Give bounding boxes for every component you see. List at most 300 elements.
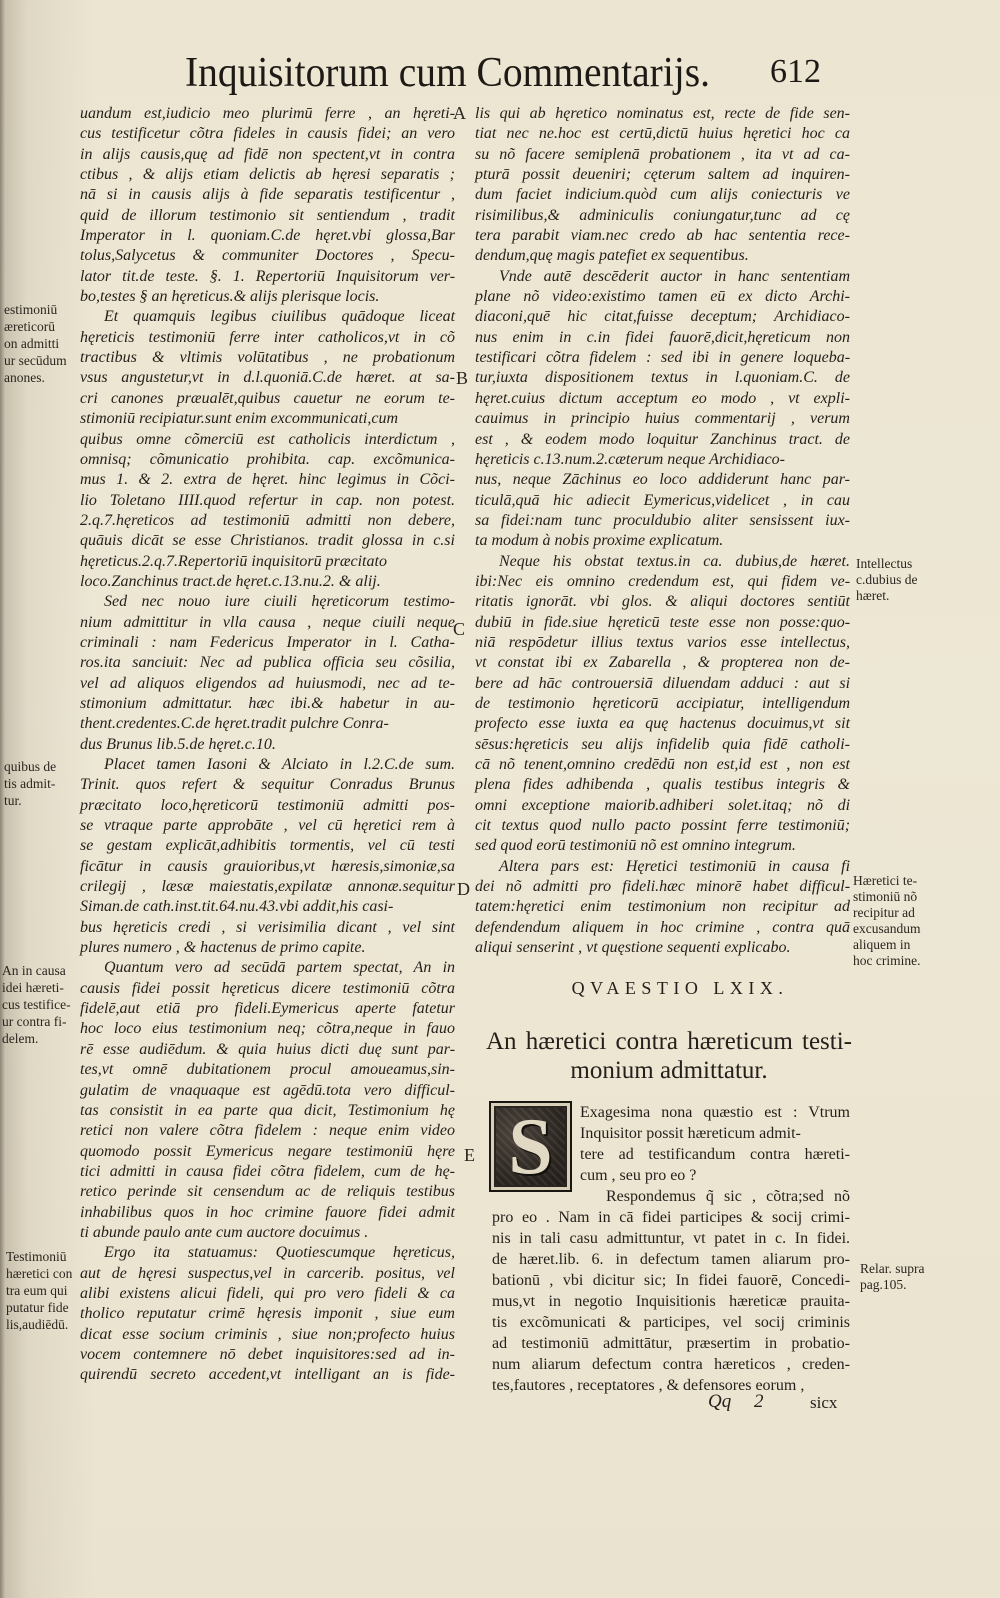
text-line bbox=[80, 1121, 455, 1141]
line-text: plane nõ video:existimo tamen eū ex dicto Archi- bbox=[475, 288, 850, 306]
line-text: quāuis dicāt se esse Christianos. tradit glossa in c.si bbox=[80, 532, 455, 550]
line-text: mus 1. & 2. extra de hęret. hinc legimus in Cõci- bbox=[80, 471, 455, 489]
line-text: Imperator in l. quoniam.C.de hęret.vbi glossa,Bar bbox=[80, 227, 455, 245]
note-text: delem. bbox=[2, 1031, 39, 1046]
note-text: ur contra fi- bbox=[2, 1014, 67, 1029]
text-line bbox=[80, 368, 455, 388]
line-text: plures numero , & hactenus de primo capite. bbox=[80, 939, 366, 957]
text-line bbox=[80, 714, 455, 734]
line-text: 2.q.7.hęreticos ad testimoniū admitti non debere, bbox=[80, 511, 455, 529]
text-line bbox=[80, 572, 455, 592]
line-text: quirendū secreto accedent,vt intelligant an is fide- bbox=[80, 1366, 456, 1384]
text-line bbox=[80, 470, 455, 490]
line-text: in alijs causis,quę ad fidē non spectent,vt in contra bbox=[80, 145, 455, 163]
line-text: ctibus , & alijs etiam delictis ab hęresi separatis ; bbox=[80, 166, 456, 184]
text-line bbox=[80, 1019, 455, 1039]
text-line bbox=[475, 226, 850, 246]
line-text: præcitato loco,hęreticorū testimoniū admitti pos- bbox=[80, 796, 456, 814]
paragraph bbox=[80, 958, 455, 1243]
note-line bbox=[6, 1265, 86, 1282]
question-body bbox=[492, 1102, 850, 1396]
line-text: lis qui ab hęretico nominatus est, recte de fide sen- bbox=[475, 105, 851, 122]
text-line bbox=[492, 1249, 850, 1270]
note-text: hoc crimine. bbox=[853, 953, 921, 968]
note-line bbox=[856, 588, 994, 604]
line-text: Neque his obstat textus.in ca. dubius,de hæret. bbox=[499, 552, 850, 570]
note-line bbox=[6, 1299, 86, 1316]
line-text: Quantum vero ad secūdā partem spectat, An in bbox=[104, 959, 456, 977]
paragraph bbox=[475, 857, 850, 959]
text-line bbox=[80, 328, 455, 348]
line-text: nis in tali casu admittuntur, vt patet in c. In fidei. bbox=[492, 1230, 851, 1247]
line-text: pro eo . Nam in cā fidei participes & socij crimi- bbox=[492, 1209, 850, 1226]
line-text: hęreticis c.13.num.2.cæterum neque Archidiaco- bbox=[475, 450, 785, 468]
note-line bbox=[853, 873, 991, 889]
text-line bbox=[475, 572, 850, 592]
line-text: thent.credentes.C.de hęret.tradit pulchre Conra- bbox=[80, 715, 389, 733]
line-text: Altera pars est: Hęretici testimoniū in causa fi bbox=[499, 857, 851, 875]
note-line bbox=[4, 318, 84, 335]
line-text: sa fidei:nam tunc proculdubio aliter sensissent iux- bbox=[475, 511, 850, 529]
line-text: tis excõmunicati & participes, vel socij criminis bbox=[492, 1314, 850, 1331]
line-text: criminali : nam Federicus Imperator in l. Catha- bbox=[80, 633, 455, 651]
text-line bbox=[80, 1162, 455, 1182]
note-text: hæretici con bbox=[6, 1266, 73, 1281]
text-line bbox=[475, 775, 850, 795]
text-line bbox=[80, 124, 455, 144]
line-text: crilegij , læsæ maiestatis,expilatæ annonæ.sequitur bbox=[80, 878, 456, 896]
text-line bbox=[475, 613, 850, 633]
line-text: se gestam explicāt,adhibitis tormentis, vel cū testi bbox=[80, 837, 455, 855]
text-line bbox=[475, 267, 850, 287]
line-text: hoc loco eius testimonium neq; cõtra,neque in fauo bbox=[80, 1020, 455, 1038]
text-line bbox=[492, 1123, 850, 1144]
text-line bbox=[475, 918, 850, 938]
text-line bbox=[80, 979, 455, 999]
line-text: hęreticus.2.q.7.Repertoriū inquisitorū præcitato bbox=[80, 552, 387, 570]
question-title-line bbox=[486, 1027, 852, 1056]
text-line bbox=[80, 145, 455, 165]
text-line bbox=[492, 1333, 850, 1354]
line-text: tere ad testificandum contra hæreti- bbox=[580, 1146, 850, 1163]
text-line bbox=[492, 1144, 850, 1165]
line-text: est , & eodem modo loquitur Zanchinus tract. de bbox=[475, 430, 851, 448]
line-text: de testimonio hęreticorū accipiatur, intelligendum bbox=[475, 694, 850, 712]
note-text: ur secūdum bbox=[4, 353, 67, 368]
line-text: tes,vt omnē dubitationem procul amoueamus,sin- bbox=[80, 1061, 455, 1079]
text-line bbox=[80, 1040, 455, 1060]
note-text: tra eum qui bbox=[6, 1283, 68, 1298]
line-text: nā si in causis alijs à fide separatis testificentur , bbox=[80, 186, 455, 204]
continued-paragraph bbox=[475, 104, 850, 267]
question-title bbox=[486, 1027, 852, 1085]
note-line bbox=[4, 775, 84, 792]
line-text: aut de hęresi suspectus,vel in carcerib. positus, vel bbox=[80, 1264, 455, 1282]
line-text: quibus omne cõmerciū est catholicis interdictum , bbox=[80, 430, 456, 448]
line-text: testificari cõtra fidelem : sed ibi in genere loqueba- bbox=[475, 349, 851, 367]
line-text: tici admitti in causa fidei cõtra fidelem, cum de hę- bbox=[80, 1162, 456, 1180]
line-text: niā respōdetur illius textus varios esse intellectus, bbox=[475, 633, 851, 651]
margin-note bbox=[856, 556, 994, 604]
text-line bbox=[475, 796, 850, 816]
text-line bbox=[475, 897, 850, 917]
line-text: cri canones præualēt,quibus cauetur ne eorum te- bbox=[80, 389, 455, 407]
note-line bbox=[2, 979, 82, 996]
text-line bbox=[492, 1102, 850, 1123]
note-text: anones. bbox=[4, 370, 45, 385]
text-line bbox=[80, 897, 455, 917]
line-text: hęret.cuius dictum acceptum eo modo , vt expli- bbox=[475, 389, 850, 407]
text-line bbox=[475, 104, 850, 124]
text-line bbox=[475, 755, 850, 775]
line-text: vocem contemnere nō debet inquisitores:sed ad in- bbox=[80, 1345, 455, 1363]
line-text: omnisq; cõmunicatio prohibita. cap. excõmunica- bbox=[80, 450, 456, 468]
line-text: causis fidei possit hęreticus dicere testimoniū cõtra bbox=[80, 979, 455, 997]
text-line bbox=[80, 348, 455, 368]
line-text: lio Toletano IIII.quod refertur in cap. non potest. bbox=[80, 491, 456, 509]
line-text: Et quamquis legibus ciuilibus quādoque liceat bbox=[104, 308, 456, 326]
text-line bbox=[475, 836, 850, 856]
line-text: Placet tamen Iasoni & Alciato in l.2.C.de sum. bbox=[104, 756, 456, 773]
text-line bbox=[475, 246, 850, 266]
note-text: Hæretici te- bbox=[853, 873, 918, 888]
line-text: Trinit. quos refert & sequitur Conradus Brunus bbox=[80, 776, 455, 794]
text-line bbox=[80, 1304, 455, 1324]
paragraph bbox=[492, 1186, 850, 1396]
line-text: ad testimoniū admittātur, præsertim in probatio- bbox=[492, 1335, 851, 1352]
line-text: risimilibus,& adminiculis coniungatur,tunc ad cę bbox=[475, 206, 851, 224]
line-text: fidelē,aut etiā pro fideli.Eymericus aperte fatetur bbox=[80, 1000, 456, 1018]
line-text: sed quod eorū testimoniū nõ est omnino integrum. bbox=[475, 837, 796, 855]
line-text: dicat esse socium criminis , siue non;profecto huius bbox=[80, 1325, 456, 1343]
margin-note bbox=[853, 873, 991, 969]
text-line bbox=[492, 1165, 850, 1186]
text-line bbox=[475, 409, 850, 429]
line-text: ros.ita sanciuit: Nec ad publica officia seu cõsilia, bbox=[80, 654, 455, 672]
note-line bbox=[2, 962, 82, 979]
line-text: rē esse audiēdum. & quia huius dicti duę sunt par- bbox=[80, 1040, 456, 1058]
line-text: vt constat ibi ex Zabarella , & propterea non de- bbox=[475, 654, 850, 672]
note-text: hæret. bbox=[856, 588, 890, 603]
text-line bbox=[80, 246, 455, 266]
note-text: tur. bbox=[4, 793, 22, 808]
text-line bbox=[80, 226, 455, 246]
text-line bbox=[80, 1345, 455, 1365]
line-text: tur,iuxta dispositionem textus in l.quoniam.C. de bbox=[475, 369, 851, 387]
page-number: 612 bbox=[770, 53, 821, 90]
line-text: dei nõ admitti pro fideli.hæc minorē habet difficul- bbox=[475, 878, 851, 896]
note-text: Relar. supra bbox=[860, 1261, 925, 1276]
line-text: sēsus:hęreticis seu alijs infidelib quia fidē catholi- bbox=[475, 735, 851, 753]
line-text: aliqui senserint , vt quęstione sequenti explicabo. bbox=[475, 939, 791, 957]
line-text: quid de illorum testimonio sit sentiendum , tradit bbox=[80, 206, 455, 224]
note-line bbox=[853, 905, 991, 921]
text-line bbox=[80, 1081, 455, 1101]
text-line bbox=[475, 714, 850, 734]
line-text: nus, neque Zāchinus eo loco addiderunt hanc par- bbox=[475, 471, 851, 489]
text-line bbox=[492, 1207, 850, 1228]
line-text: vel ad aliquos eligendos ad huiusmodi, nec ad te- bbox=[80, 674, 455, 692]
text-line bbox=[80, 1284, 455, 1304]
note-line bbox=[6, 1248, 86, 1265]
text-line bbox=[80, 1325, 455, 1345]
text-line bbox=[80, 592, 455, 612]
text-line bbox=[80, 1223, 455, 1243]
text-line bbox=[475, 511, 850, 531]
line-text: se vtraque parte approbāte , vel cū hęretici rem à bbox=[80, 817, 455, 835]
paragraph bbox=[492, 1102, 850, 1191]
text-line bbox=[475, 735, 850, 755]
note-line bbox=[6, 1316, 86, 1333]
text-line bbox=[475, 470, 850, 490]
line-text: tes,fautores , receptatores , & defensores eorum , bbox=[492, 1377, 805, 1394]
line-text: ritatis ignorāt. vbi glos. & aliqui doctores sentiūt bbox=[475, 593, 851, 611]
line-text: Siman.de cath.inst.tit.64.nu.43.vbi addit,his casi- bbox=[80, 898, 394, 916]
margin-note bbox=[860, 1261, 998, 1293]
text-line bbox=[80, 307, 455, 327]
line-text: bo,testes § an hęreticus.& alijs plerisque locis. bbox=[80, 288, 380, 306]
text-line bbox=[80, 1182, 455, 1202]
text-line bbox=[475, 592, 850, 612]
text-line bbox=[475, 552, 850, 572]
text-line bbox=[80, 735, 455, 755]
note-text: cus testifice- bbox=[2, 997, 71, 1012]
line-text: Vnde autē descēderit auctor in hanc sententiam bbox=[499, 267, 851, 285]
text-line bbox=[80, 836, 455, 856]
text-line bbox=[475, 938, 850, 958]
note-text: putatur fide bbox=[6, 1300, 69, 1315]
text-line bbox=[492, 1354, 850, 1375]
text-line bbox=[80, 633, 455, 653]
text-line bbox=[80, 552, 455, 572]
line-text: cā nõ tenent,omnino credēdū non est,id est , non est bbox=[475, 756, 850, 773]
text-line bbox=[475, 653, 850, 673]
note-text: æreticorū bbox=[4, 319, 55, 334]
paragraph bbox=[80, 592, 455, 755]
line-text: stimoniū recipiatur.sunt enim excommunicati,cum bbox=[80, 410, 399, 428]
line-text: bationū , vbi dicitur sic; In fidei fauorē, Concedi- bbox=[492, 1272, 851, 1289]
text-line bbox=[80, 165, 455, 185]
text-line bbox=[80, 1101, 455, 1121]
line-text: lator tit.de teste. §. 1. Repertoriū Inquisitorum ver- bbox=[80, 267, 456, 285]
line-text: nium admittitur in vlla causa , neque ciuili neque bbox=[80, 613, 455, 631]
line-text: Sed nec nouo iure ciuili hęreticorum testimo- bbox=[104, 593, 455, 611]
running-title-text: Inquisitorum cum Commentarijs. bbox=[185, 50, 710, 96]
text-line bbox=[80, 104, 455, 124]
section-letter: A bbox=[453, 103, 466, 123]
line-text: loco.Zanchinus tract.de hęret.c.13.nu.2. & alij. bbox=[80, 572, 381, 590]
text-line bbox=[80, 775, 455, 795]
text-line bbox=[475, 674, 850, 694]
line-text: Ergo ita statuamus: Quotiescumque hęreticus, bbox=[104, 1244, 455, 1262]
text-line bbox=[475, 857, 850, 877]
line-text: profecto esse iuxta ea quę hactenus docuimus,vt sit bbox=[475, 715, 851, 733]
line-text: Exagesima nona quæstio est : Vtrum bbox=[580, 1104, 850, 1121]
text-line bbox=[80, 958, 455, 978]
line-text: hęreticis testimoniū ferre inter catholicos,vt in cõ bbox=[80, 328, 455, 346]
line-text: quomodo possit Eymericus negare testimoniū hęre bbox=[80, 1142, 456, 1160]
line-text: ti abunde paulo ante cum auctore docuimus . bbox=[80, 1223, 369, 1241]
text-line bbox=[80, 450, 455, 470]
section-letter: B bbox=[456, 368, 469, 388]
text-line bbox=[80, 1243, 455, 1263]
text-line bbox=[80, 1142, 455, 1162]
line-text: tera parabit viam.nec credo ab hac sententia rece- bbox=[475, 227, 850, 245]
signature-mark: Qq 2 bbox=[708, 1391, 764, 1412]
note-line bbox=[4, 301, 84, 318]
note-line bbox=[2, 1030, 82, 1047]
note-text: on admitti bbox=[4, 336, 60, 351]
line-text: su nõ facere semiplenā probationem , ita vt ad ca- bbox=[475, 145, 850, 163]
line-text: inhabilibus quos in hoc crimine fauore fidei admit bbox=[80, 1203, 455, 1221]
text-line bbox=[80, 999, 455, 1019]
line-text: tas consistit in ea parte qua dicit, Testimonium hę bbox=[80, 1101, 456, 1119]
text-line bbox=[80, 185, 455, 205]
text-line bbox=[492, 1312, 850, 1333]
line-text: cum , seu pro eo ? bbox=[580, 1167, 697, 1184]
note-line bbox=[860, 1277, 998, 1293]
line-text: retici non valere cõtra fidelem : neque enim video bbox=[80, 1122, 456, 1140]
note-text: pag.105. bbox=[860, 1277, 907, 1292]
title-text: An hæretici contra hæreticum testi- bbox=[486, 1028, 852, 1055]
note-text: Intellectus bbox=[856, 556, 913, 571]
margin-note bbox=[4, 758, 84, 809]
section-letter: C bbox=[453, 619, 466, 639]
text-line bbox=[475, 633, 850, 653]
text-line bbox=[80, 491, 455, 511]
text-line bbox=[80, 267, 455, 287]
text-line bbox=[475, 206, 850, 226]
note-line bbox=[4, 792, 84, 809]
line-text: vsus angustetur,vt in d.l.quoniā.C.de hæret. at sa- bbox=[80, 369, 455, 387]
margin-note bbox=[2, 962, 82, 1047]
drop-cap-letter: S bbox=[508, 1102, 553, 1191]
paragraph bbox=[80, 1243, 455, 1385]
paragraph bbox=[80, 755, 455, 958]
text-line bbox=[475, 389, 850, 409]
text-line bbox=[80, 409, 455, 429]
line-text: ibi:Nec eis omnino credendum est, qui fidem ve- bbox=[475, 572, 851, 590]
note-text: tis admit- bbox=[4, 776, 56, 791]
text-line bbox=[475, 368, 850, 388]
catchword: sicx bbox=[810, 1393, 838, 1412]
line-text: diaconi,quē hic citat,fuisse deceptum; Archidiaco- bbox=[475, 308, 850, 326]
text-line bbox=[492, 1186, 850, 1207]
section-letter: D bbox=[457, 879, 470, 899]
line-text: Inquisitor possit hæreticum admit- bbox=[580, 1125, 801, 1142]
note-line bbox=[2, 1013, 82, 1030]
line-text: dum faciet indicium.quòd cum alijs coniecturis ve bbox=[475, 186, 851, 204]
line-text: omni exceptione maiorib.adhiberi solet.itaq; nõ di bbox=[475, 796, 851, 814]
line-text: Respondemus q̃ sic , cõtra;sed nõ bbox=[606, 1188, 850, 1205]
text-line bbox=[80, 653, 455, 673]
text-line bbox=[475, 145, 850, 165]
text-line bbox=[475, 348, 850, 368]
line-text: cauimus in principio huius commentarij , verum bbox=[475, 410, 850, 428]
continued-paragraph bbox=[80, 104, 455, 307]
text-line bbox=[492, 1228, 850, 1249]
text-line bbox=[475, 816, 850, 836]
line-text: tholico reputatur crimē hęresis imponit , siue eum bbox=[80, 1305, 455, 1323]
question-title-line bbox=[486, 1056, 852, 1085]
right-column bbox=[475, 104, 850, 958]
paragraph bbox=[475, 267, 850, 552]
text-line bbox=[492, 1291, 850, 1312]
text-line bbox=[80, 1264, 455, 1284]
note-text: lis,audiēdū. bbox=[6, 1317, 69, 1332]
text-line bbox=[80, 755, 455, 775]
line-text: gulatim de vnaquaque est agēdū.tota vero difficul- bbox=[80, 1081, 456, 1099]
note-line bbox=[4, 758, 84, 775]
line-text: dendum,quę magis patefiet ex sequentibus. bbox=[475, 247, 749, 265]
margin-note bbox=[6, 1248, 86, 1333]
text-line bbox=[80, 694, 455, 714]
note-line bbox=[4, 335, 84, 352]
line-text: stimonium admittatur. hæc ibi.& habetur in au- bbox=[80, 694, 455, 712]
line-text: alibi existens alicui fideli, qui pro vero fideli & ca bbox=[80, 1284, 455, 1302]
line-text: plena fides adhibenda , qualis testibus integris & bbox=[475, 776, 850, 794]
note-text: Testimoniū bbox=[6, 1249, 67, 1264]
text-line bbox=[80, 877, 455, 897]
line-text: de hæret.lib. 6. in defectum tamen aliarum pro- bbox=[492, 1251, 850, 1268]
text-line bbox=[475, 185, 850, 205]
line-text: uandum est,iudicio meo plurimū ferre , an hęreti- bbox=[80, 105, 456, 122]
text-line bbox=[475, 307, 850, 327]
note-text: estimoniū bbox=[4, 302, 58, 317]
text-line bbox=[475, 287, 850, 307]
text-line bbox=[80, 918, 455, 938]
line-text: dus Brunus lib.5.de hęret.c.10. bbox=[80, 735, 276, 753]
text-line bbox=[475, 430, 850, 450]
note-line bbox=[853, 889, 991, 905]
note-text: aliquem in bbox=[853, 937, 911, 952]
line-text: ticulā,quā hic adiecit Eymericus,videlicet , in cau bbox=[475, 491, 850, 509]
line-text: tiat nec ne.hoc est certū,dictū huius hęretici hoc ca bbox=[475, 125, 850, 143]
line-text: bus hęreticis credi , si verisimilia dicant , vel sint bbox=[80, 918, 455, 936]
section-letter: E bbox=[464, 1145, 475, 1165]
text-line bbox=[475, 450, 850, 470]
note-line bbox=[4, 352, 84, 369]
question-heading: QVAESTIO LXIX. bbox=[571, 978, 789, 998]
note-text: stimoniū nõ bbox=[853, 889, 918, 904]
text-line bbox=[80, 531, 455, 551]
note-line bbox=[853, 921, 991, 937]
text-line bbox=[80, 206, 455, 226]
line-text: num aliarum defectum contra hæreticos , creden- bbox=[492, 1356, 851, 1373]
note-line bbox=[2, 996, 82, 1013]
note-line bbox=[853, 953, 991, 969]
line-text: cus testificetur cõtra fideles in causis fidei; an vero bbox=[80, 125, 456, 143]
line-text: mus,vt in negotio Inquisitionis hæreticæ prauita- bbox=[492, 1293, 850, 1310]
text-line bbox=[80, 613, 455, 633]
text-line bbox=[475, 124, 850, 144]
line-text: pturā possit deueniri; cęterum saltem ad inquiren- bbox=[475, 166, 851, 184]
note-text: idei hæreti- bbox=[2, 980, 64, 995]
text-line bbox=[475, 165, 850, 185]
text-line bbox=[492, 1375, 850, 1396]
line-text: nus enim in c.in fidei fauorē,dicit,hęreticum non bbox=[475, 328, 850, 346]
note-text: quibus de bbox=[4, 759, 57, 774]
note-line bbox=[860, 1261, 998, 1277]
line-text: ficātur in causis grauioribus,vt hæresis,simoniæ,sa bbox=[80, 857, 455, 875]
text-line bbox=[80, 1365, 455, 1385]
note-line bbox=[856, 556, 994, 572]
line-text: defendendum aliquem in hoc crimine , contra quā bbox=[475, 918, 850, 936]
paragraph bbox=[80, 307, 455, 592]
text-line bbox=[492, 1270, 850, 1291]
text-line bbox=[475, 328, 850, 348]
text-line bbox=[80, 511, 455, 531]
